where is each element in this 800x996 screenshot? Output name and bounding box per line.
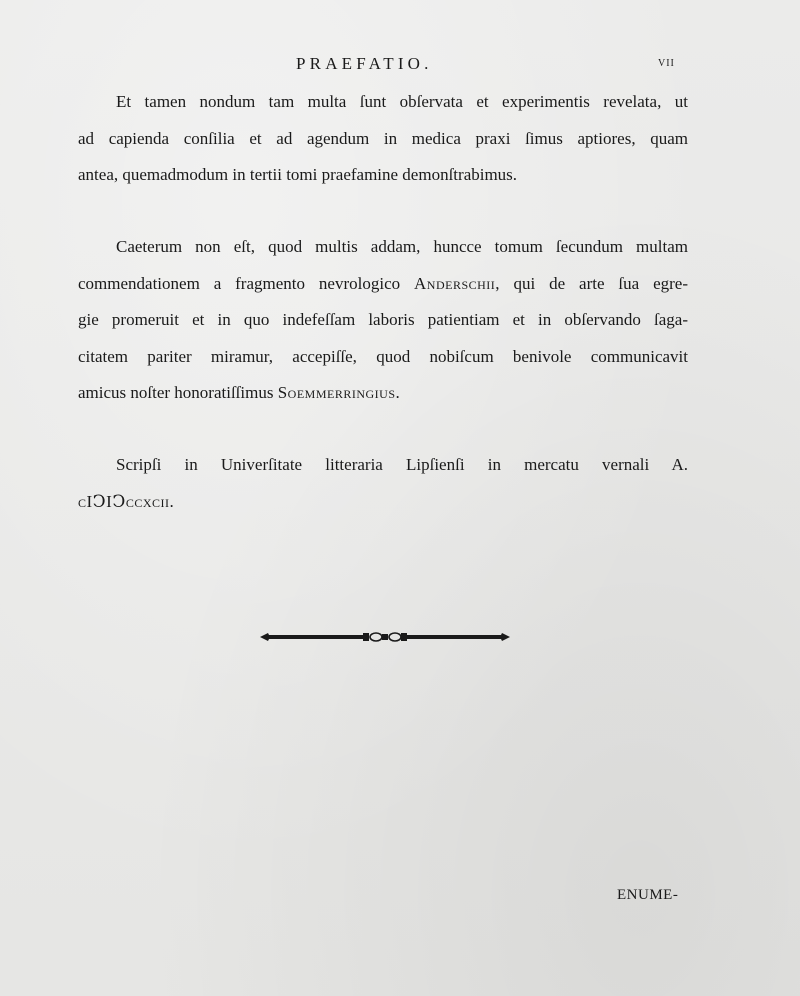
author-name-anderschii: Anderschii: [414, 273, 496, 293]
paragraph-1-line: ad capienda conſilia et ad agendum in medica praxi ſimus aptiores, quam: [78, 128, 688, 148]
ornament-rule: [258, 628, 512, 646]
paragraph-2-line: citatem pariter miramur, accepiſſe, quod nobiſcum benivole communicavit: [78, 346, 688, 366]
paragraph-2-text: amicus noſter honoratiſſimus: [78, 383, 278, 402]
catchword: ENUME-: [617, 887, 679, 903]
paragraph-3-line: Scripſi in Univerſitate litteraria Lipſienſi in mercatu vernali A.: [116, 455, 688, 474]
paragraph-2: [78, 229, 688, 412]
paragraph-3: [78, 447, 688, 520]
paragraph-2-text: commendationem a fragmento nevrologico: [78, 273, 415, 293]
page-number: vii: [658, 55, 675, 70]
paragraph-1-line: antea, quemadmodum in tertii tomi praefamine demonſtrabimus.: [78, 165, 518, 184]
paragraph-3-date: cIↃIↃccxcii.: [78, 491, 175, 511]
paragraph-2-line: [78, 266, 688, 303]
paragraph-1-line: Et tamen nondum tam multa ſunt obſervata et experimentis revelata, ut: [116, 92, 688, 111]
paragraph-2-text: , qui de arte ſua egre-: [495, 273, 688, 293]
paragraph-2-line: Caeterum non eſt, quod multis addam, huncce tomum ſecundum multam: [116, 237, 688, 256]
author-name-soemmerringius: Soemmerringius.: [277, 383, 401, 402]
paragraph-1: [78, 84, 688, 194]
paragraph-2-line: gie promeruit et in quo indefeſſam laboris patientiam et in obſervando ſaga-: [78, 310, 688, 329]
running-title: PRAEFATIO.: [296, 54, 433, 73]
page-header: [0, 54, 800, 78]
paragraph-2-line: [78, 375, 688, 412]
